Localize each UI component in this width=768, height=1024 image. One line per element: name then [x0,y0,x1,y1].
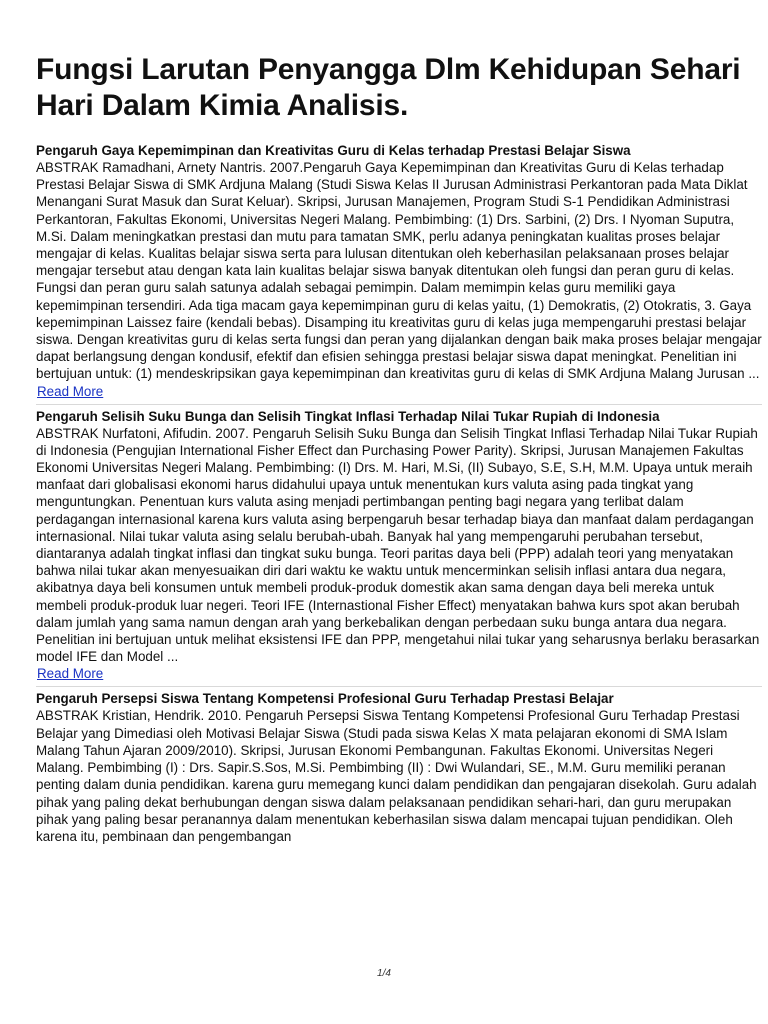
read-more-link[interactable]: Read More [37,666,104,682]
document-title: Fungsi Larutan Penyangga Dlm Kehidupan Sehari Hari Dalam Kimia Analisis. [36,53,741,122]
article-title: Pengaruh Selisih Suku Bunga dan Selisih Tingkat Inflasi Terhadap Nilai Tukar Rupiah di Indonesia [36,408,660,424]
read-more-link[interactable]: Read More [37,383,104,399]
page-number: 1/4 [377,968,391,979]
article-abstract: ABSTRAK Kristian, Hendrik. 2010. Pengaruh Persepsi Siswa Tentang Kompetensi Profesional Guru Terhadap Prestasi Belajar yang Dimediasi oleh Motivasi Belajar Siswa (Studi pada siswa Kelas X mata pelajaran ekonomi di SMA Islam Malang Tahun Ajaran 2009/2010). Skripsi, Jurusan Ekonomi Pembangunan. Fakultas Ekonomi. Universitas Negeri Malang. Pembimbing (I) : Drs. Sapir.S.Sos, M.Si. Pembimbing (II) : Dwi Wulandari, SE., M.M. Guru memiliki peranan penting dalam dunia pendidikan. karena guru memegang kunci dalam pendidikan dan pengajaran disekolah. Guru adalah pihak yang paling dekat berhubungan dengan siswa dalam pelaksanaan pendidikan sehari-hari, dan guru merupakan pihak yang paling besar peranannya dalam menentukan keberhasilan siswa dalam mencapai tujuan pendidikan. Oleh karena itu, pembinaan dan pengembangan [36,708,757,844]
entry-divider [36,404,762,405]
article-title: Pengaruh Persepsi Siswa Tentang Kompetensi Profesional Guru Terhadap Prestasi Belajar [36,691,614,707]
document-page [36,52,762,845]
article-abstract: ABSTRAK Nurfatoni, Afifudin. 2007. Pengaruh Selisih Suku Bunga dan Selisih Tingkat Inflasi Terhadap Nilai Tukar Rupiah di Indonesia (Pengujian International Fisher Effect dan Purchasing Power Parity). Skripsi, Jurusan Manajemen Fakultas Ekonomi Universitas Negeri Malang. Pembimbing: (I) Drs. M. Hari, M.Si, (II) Subayo, S.E, S.H, M.M. Upaya untuk meraih manfaat dari globalisasi ekonomi harus didahului upaya untuk menentukan kurs valuta asing pada tingkat yang menguntungkan. Penentuan kurs valuta asing menjadi pertimbangan penting bagi negara yang terlibat dalam perdagangan internasional karena kurs valuta asing berpengaruh besar terhadap biaya dan manfaat dalam perdagangan internasional. Nilai tukar valuta asing selalu berubah-ubah. Banyak hal yang mempengaruhi perubahan tersebut, diantaranya adalah tingkat inflasi dan tingkat suku bunga. Teori paritas daya beli (PPP) adalah teori yang menyatakan bahwa nilai tukar akan menyesuaikan diri dari waktu ke waktu untuk mencerminkan selisih inflasi antara dua negara, akibatnya daya beli konsumen untuk membeli produk-produk domestik akan sama dengan daya beli mereka untuk membeli produk-produk luar negeri. Teori IFE (Internastional Fisher Effect) menyatakan bahwa kurs spot akan berubah dalam jumlah yang sama namun dengan arah yang berkebalikan dengan perbedaan suku bunga antara dua negara. Penelitian ini bertujuan untuk melihat eksistensi IFE dan PPP, mengetahui nilai tukar yang seharusnya berlaku berasarkan model IFE dan Model ... [36,425,760,665]
article-entry [36,409,762,684]
article-entry [36,691,762,845]
article-entry [36,143,762,401]
article-abstract: ABSTRAK Ramadhani, Arnety Nantris. 2007.Pengaruh Gaya Kepemimpinan dan Kreativitas Guru di Kelas terhadap Prestasi Belajar Siswa di SMK Ardjuna Malang (Studi Siswa Kelas II Jurusan Administrasi Perkantoran pada Mata Diklat Menangani Surat Masuk dan Surat Keluar). Skripsi, Jurusan Manajemen, Program Studi S-1 Pendidikan Administrasi Perkantoran, Fakultas Ekonomi, Universitas Negeri Malang. Pembimbing: (1) Drs. Sarbini, (2) Drs. I Nyoman Suputra, M.Si. Dalam meningkatkan prestasi dan mutu para tamatan SMK, perlu adanya peningkatan kualitas proses belajar mengajar di kelas. Kualitas belajar siswa serta para lulusan ditentukan oleh keberhasilan pelaksanaan proses belajar mengajar tersebut atau dengan kata lain kualitas belajar siswa banyak ditentukan oleh fungsi dan peran guru di kelas. Fungsi dan peran guru salah satunya adalah sebagai pemimpin. Dalam memimpin kelas guru memiliki gaya kepemimpinan tersendiri. Ada tiga macam gaya kepemimpinan guru di kelas yaitu, (1) Demokratis, (2) Otokratis, 3. Gaya kepemimpinan Laissez faire (kendali bebas). Disamping itu kreativitas guru di kelas juga mempengaruhi prestasi belajar siswa. Dengan kreativitas guru di kelas serta fungsi dan peran yang dijalankan dengan baik maka proses belajar mengajar dapat berlangsung dengan kondusif, efektif dan efisien sehingga prestasi belajar siswa dapat meningkat. Penelitian ini bertujuan untuk: (1) mendeskripsikan gaya kepemimpinan dan kreativitas guru di kelas di SMK Ardjuna Malang Jurusan ... [36,160,762,382]
article-title: Pengaruh Gaya Kepemimpinan dan Kreativitas Guru di Kelas terhadap Prestasi Belajar Siswa [36,143,631,158]
entry-divider [36,686,762,687]
